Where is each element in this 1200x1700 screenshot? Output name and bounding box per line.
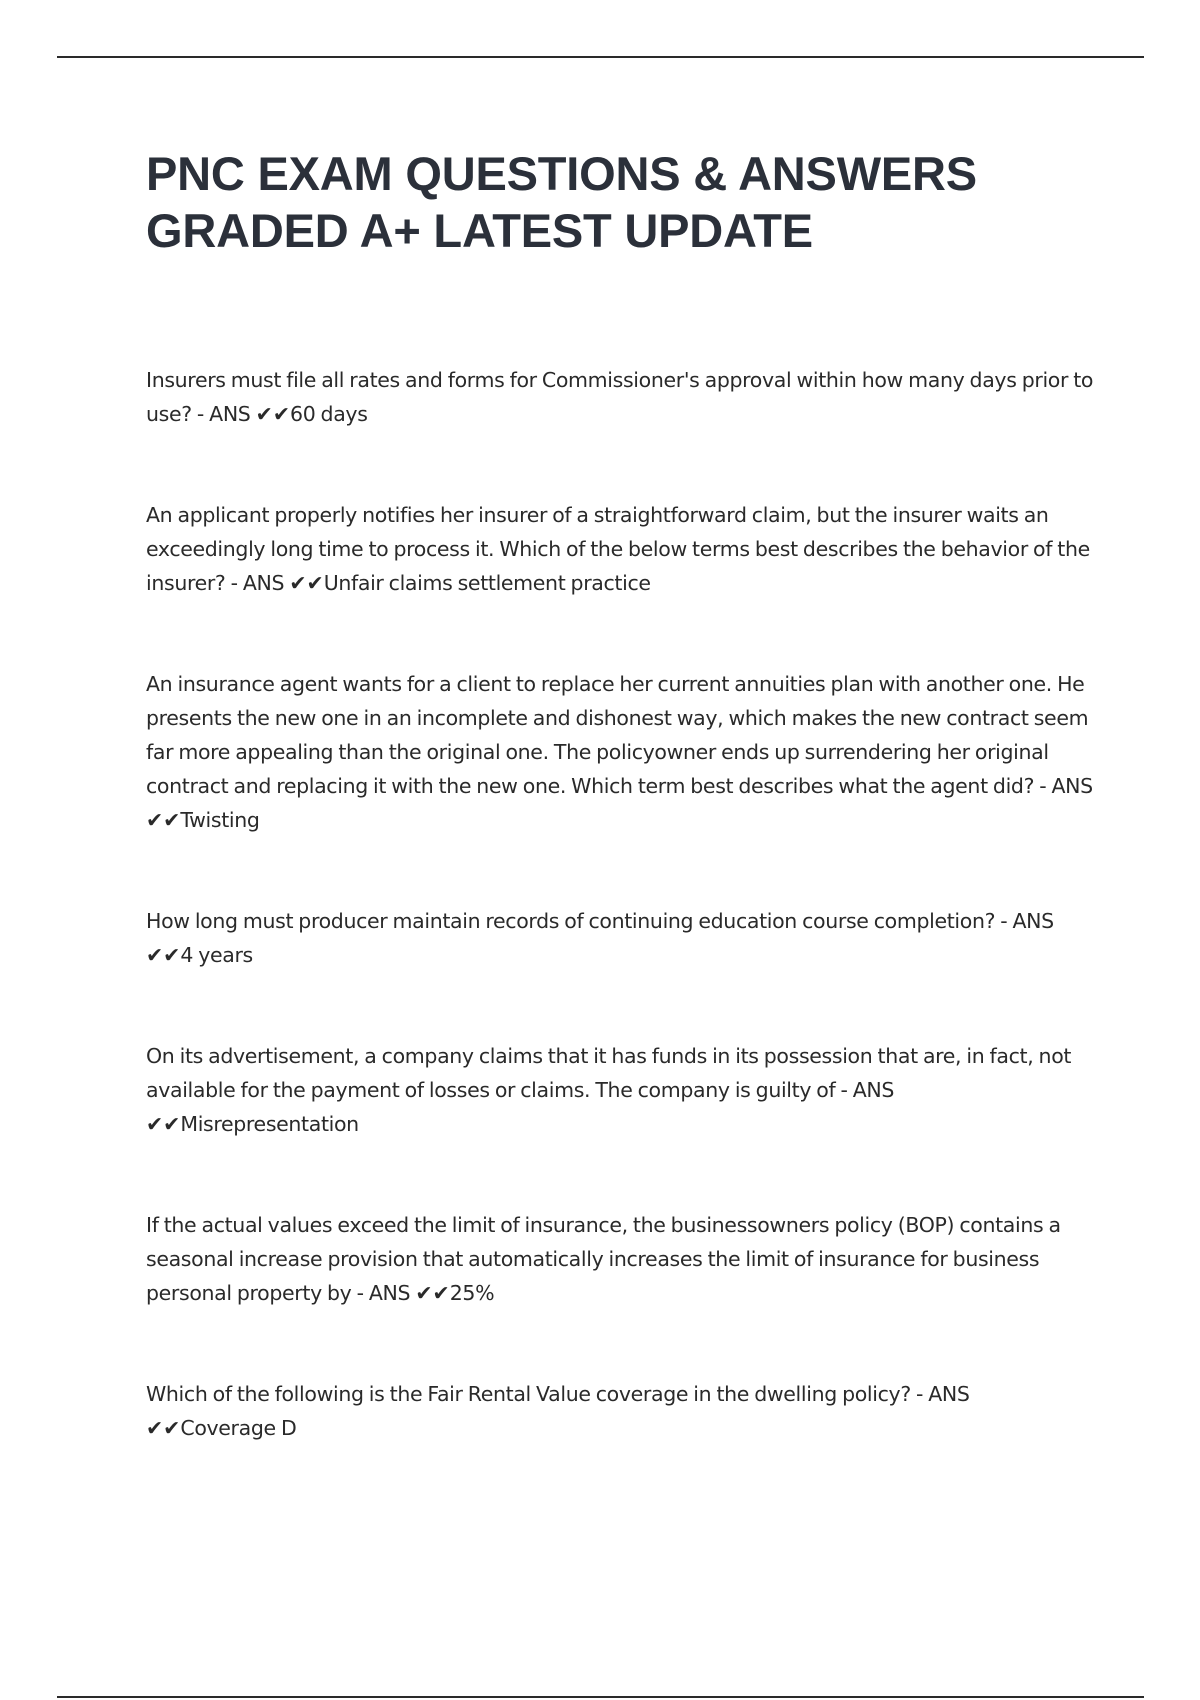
bottom-divider: [57, 1696, 1144, 1698]
answer-text: 4 years: [180, 943, 253, 967]
qa-item: [146, 667, 1096, 837]
qa-item: [146, 904, 1096, 972]
top-divider: [57, 56, 1144, 58]
question-text: On its advertisement, a company claims that it has funds in its possession that are, in fact, not available for the payment of losses or claims. The company is guilty of - ANS: [146, 1044, 1072, 1102]
answer-text: 25%: [449, 1281, 495, 1305]
qa-item: [146, 498, 1096, 600]
document-title: [146, 145, 1096, 259]
answer-text: Twisting: [180, 808, 260, 832]
qa-item: [146, 363, 1096, 431]
answer-text: Unfair claims settlement practice: [323, 571, 651, 595]
answer-text: Coverage D: [180, 1416, 297, 1440]
double-check-icon: ✔✔: [415, 1281, 450, 1305]
document-body: [146, 145, 1096, 1512]
qa-item: [146, 1039, 1096, 1141]
question-text: An applicant properly notifies her insurer of a straightforward claim, but the insurer waits an exceedingly long time to process it. Which of the below terms best describes the behavior of the insurer? - ANS: [146, 503, 1090, 595]
double-check-icon: ✔✔: [146, 1416, 181, 1440]
double-check-icon: ✔✔: [146, 943, 181, 967]
double-check-icon: ✔✔: [289, 571, 324, 595]
question-text: Insurers must file all rates and forms for Commissioner's approval within how many days prior to use? - ANS: [146, 368, 1094, 426]
qa-list: [146, 363, 1096, 1445]
qa-item: [146, 1208, 1096, 1310]
qa-item: [146, 1377, 1096, 1445]
question-text: An insurance agent wants for a client to replace her current annuities plan with another one. He presents the new one in an incomplete and dishonest way, which makes the new contract seem far more appealing than the original one. The policyowner ends up surrendering her original contract and replacing it with the new one. Which term best describes what the agent did? - ANS: [146, 672, 1093, 798]
question-text: Which of the following is the Fair Rental Value coverage in the dwelling policy? - ANS: [146, 1382, 970, 1406]
question-text: How long must producer maintain records of continuing education course completion? - ANS: [146, 909, 1054, 933]
answer-text: 60 days: [290, 402, 368, 426]
title-line-1: PNC EXAM QUESTIONS & ANSWERS: [146, 147, 977, 200]
double-check-icon: ✔✔: [146, 808, 181, 832]
answer-text: Misrepresentation: [180, 1112, 359, 1136]
double-check-icon: ✔✔: [146, 1112, 181, 1136]
double-check-icon: ✔✔: [255, 402, 290, 426]
question-text: If the actual values exceed the limit of insurance, the businessowners policy (BOP) contains a seasonal increase provision that automatically increases the limit of insurance for business personal property by - ANS: [146, 1213, 1061, 1305]
title-line-2: GRADED A+ LATEST UPDATE: [146, 204, 813, 257]
